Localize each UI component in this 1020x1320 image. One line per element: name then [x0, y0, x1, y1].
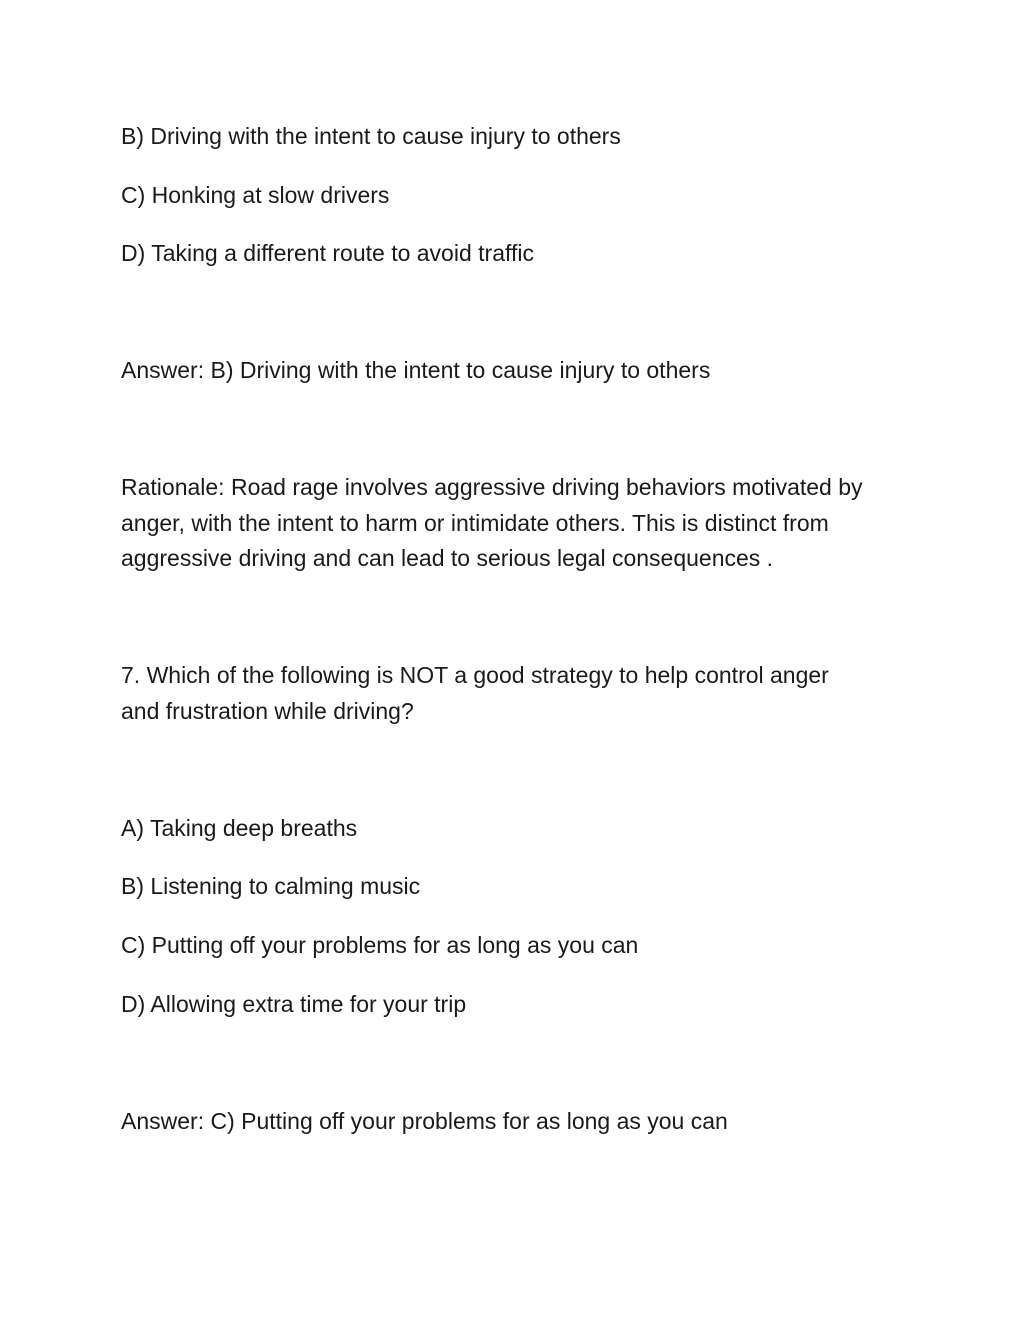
- q7-option-a: A) Taking deep breaths: [121, 815, 358, 841]
- q6-option-d: D) Taking a different route to avoid traffic: [121, 240, 534, 266]
- q7-question-line: 7. Which of the following is NOT a good strategy to help control anger: [121, 662, 829, 688]
- q7-option-c: C) Putting off your problems for as long as you can: [121, 932, 639, 958]
- q7-question-line: and frustration while driving?: [121, 697, 414, 724]
- q6-rationale-line: Rationale: Road rage involves aggressive driving behaviors motivated by: [121, 474, 863, 500]
- q6-rationale-line: aggressive driving and can lead to serious legal consequences .: [121, 545, 774, 571]
- q7-option-b: B) Listening to calming music: [121, 873, 421, 899]
- q7-option-d: D) Allowing extra time for your trip: [121, 991, 467, 1017]
- q6-option-c: C) Honking at slow drivers: [121, 182, 390, 208]
- q6-rationale-line: anger, with the intent to harm or intimidate others. This is distinct from: [121, 509, 829, 536]
- q6-answer: Answer: B) Driving with the intent to cause injury to others: [121, 357, 711, 383]
- q7-answer: Answer: C) Putting off your problems for as long as you can: [121, 1108, 728, 1134]
- q7-question: [121, 658, 911, 729]
- q6-option-b: B) Driving with the intent to cause injury to others: [121, 123, 621, 149]
- q6-rationale: [121, 470, 911, 577]
